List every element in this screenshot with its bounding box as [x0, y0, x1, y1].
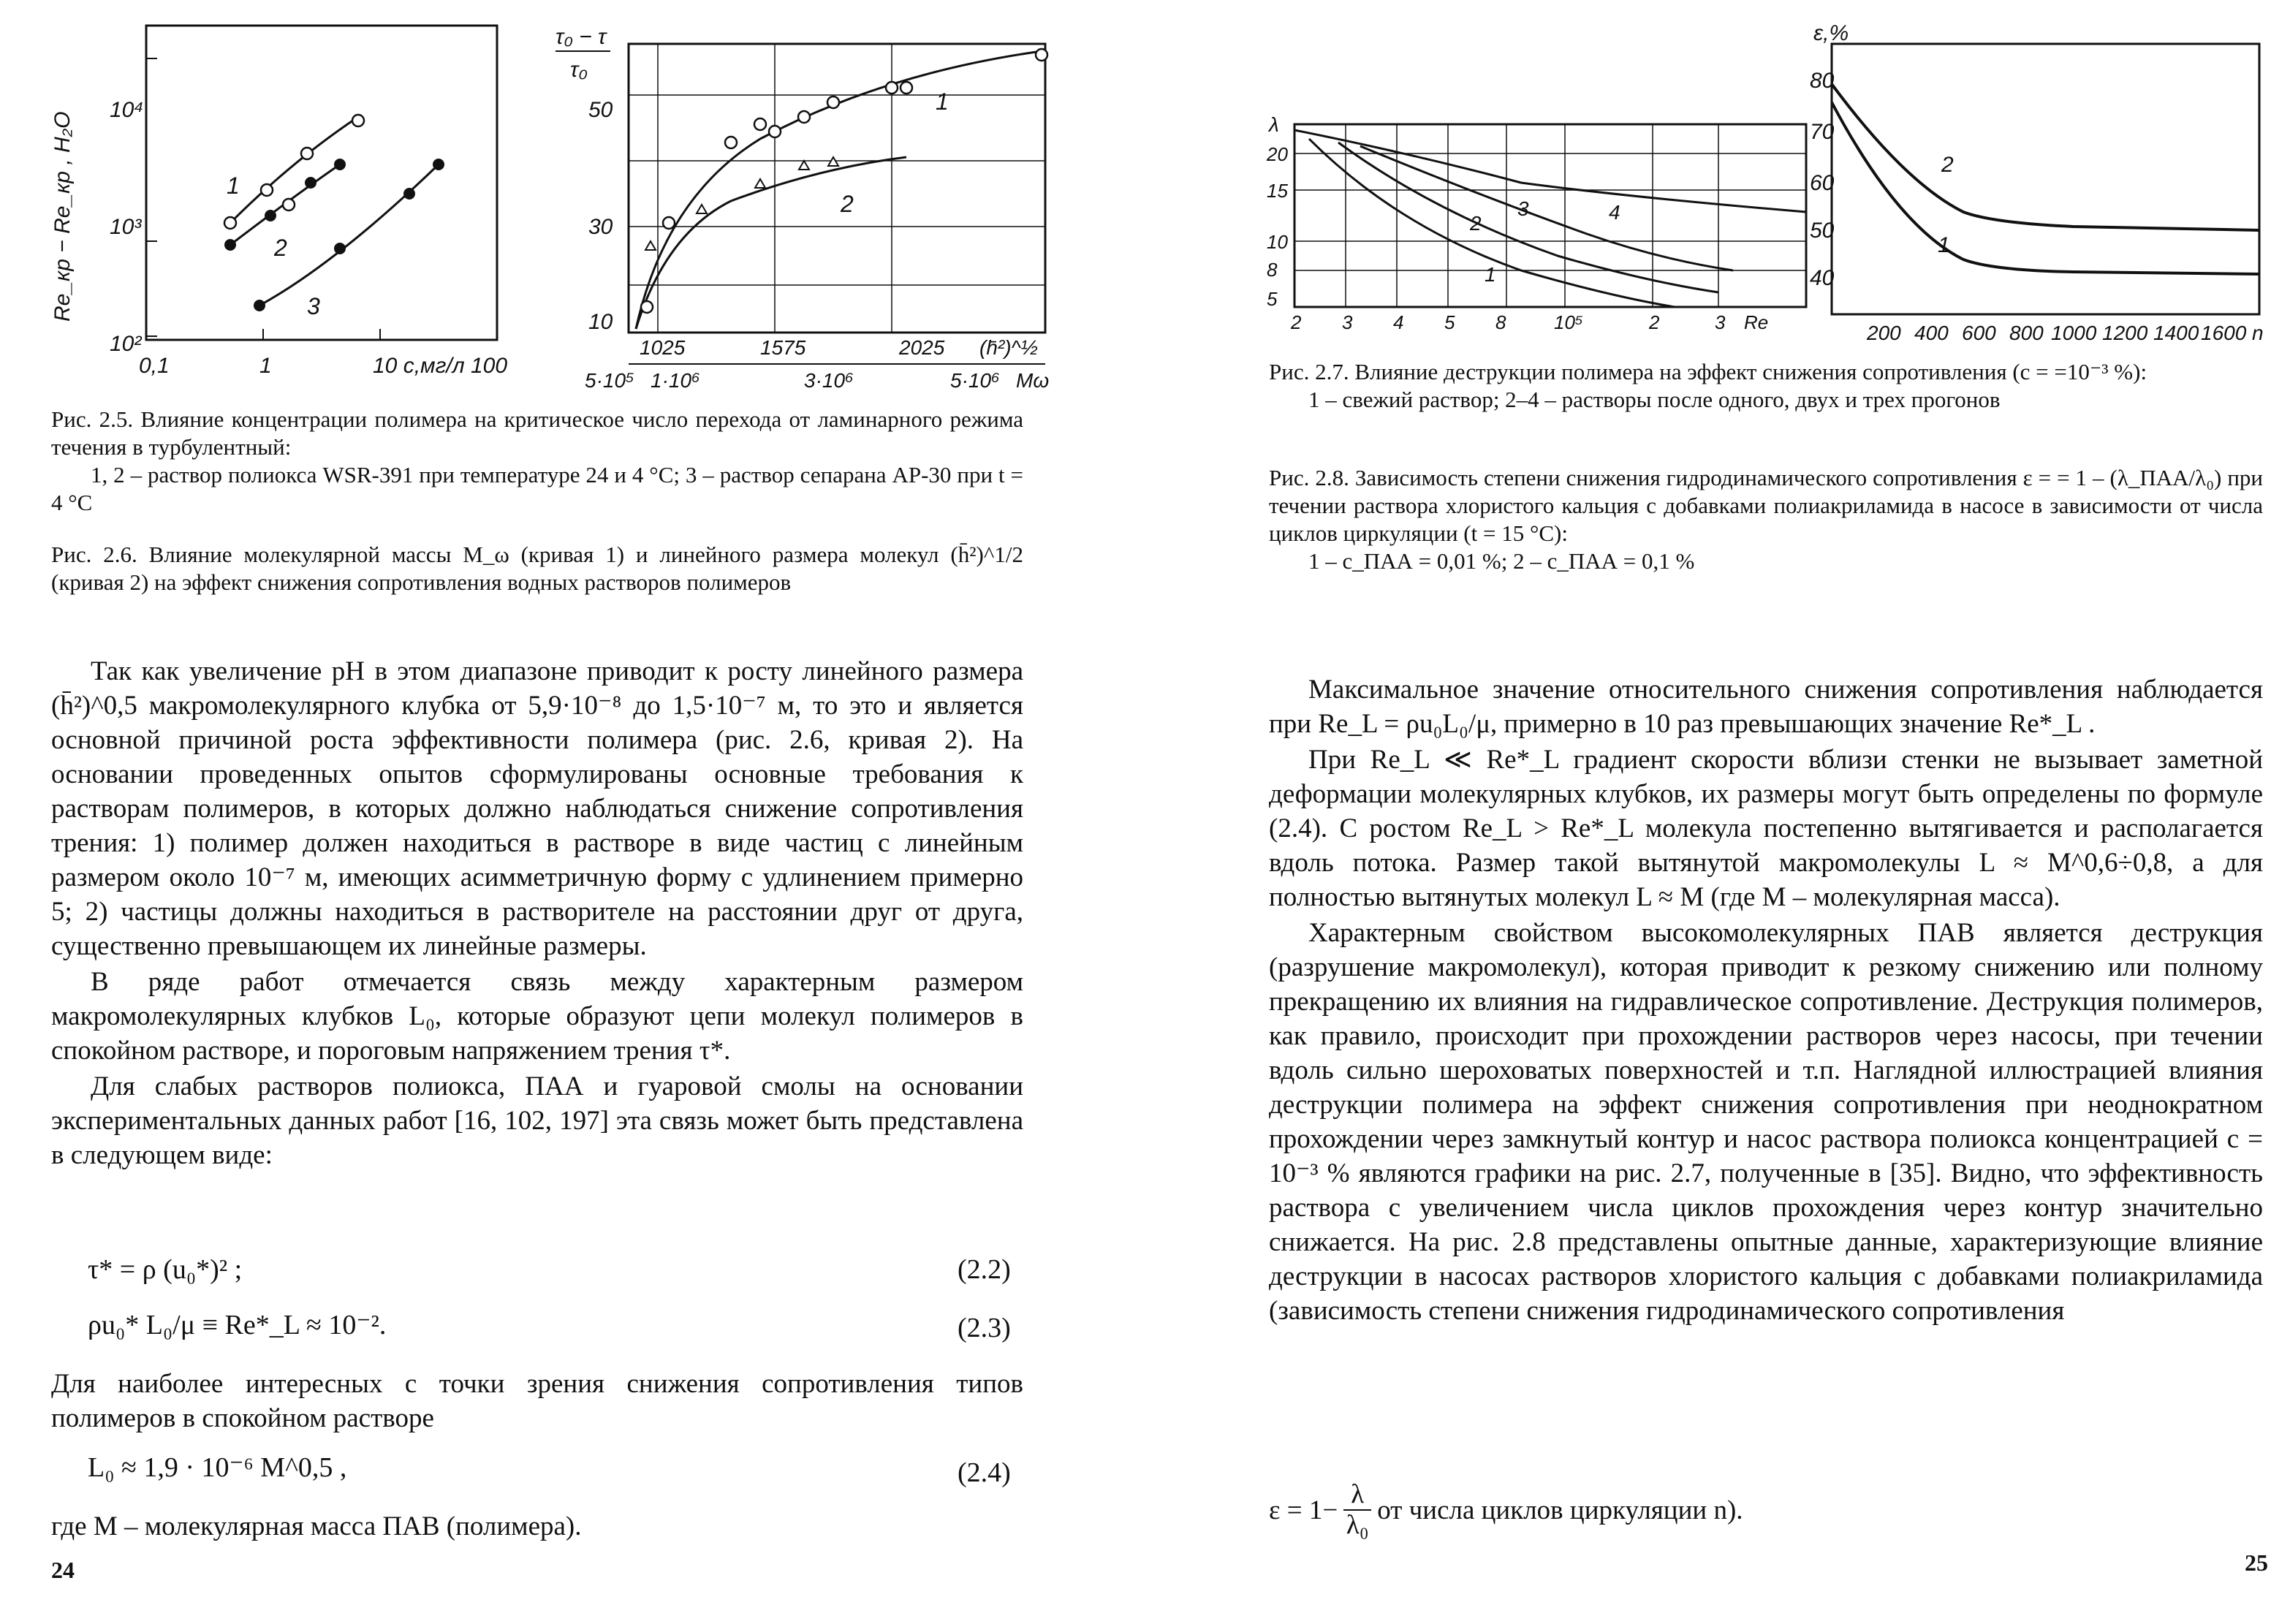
formula-lhs: ε = 1−: [1269, 1495, 1338, 1525]
y-tick-4: 8: [1267, 259, 1278, 281]
points-curve-1: [641, 49, 1047, 313]
y-tick-5: 5: [1267, 288, 1278, 310]
caption-2-6: [51, 541, 1023, 596]
y-label: λ: [1269, 113, 1279, 136]
y-tick-1: 20: [1267, 143, 1288, 165]
x-tick-6: 1200: [2102, 322, 2148, 344]
y-tick-1: 10⁴: [110, 98, 144, 122]
y-label-top: τ₀ − τ: [556, 25, 607, 49]
paragraph-3: Для слабых растворов полиокса, ПАА и гуаровой смолы на основании экспериментальных данных работ [16, 102, 197] эта связь может быть представлена в следующем виде:: [51, 1071, 1023, 1170]
caption-2-8-legend: 1 – c_ПАА = 0,01 %; 2 – c_ПАА = 0,1 %: [1308, 548, 1695, 574]
x-bottom-tick-1: 5·10⁵: [585, 369, 634, 392]
x-bottom-tick-5: Mω: [1016, 369, 1050, 392]
x-tick-8: 3: [1715, 311, 1726, 333]
formula-numerator: λ: [1343, 1480, 1371, 1511]
x-top-tick-3: 2025: [899, 336, 945, 359]
caption-2-5: [51, 406, 1023, 517]
plot-frame: [146, 26, 497, 340]
y-tick-40: 40: [1810, 266, 1835, 290]
y-tick-3: 10: [1267, 231, 1288, 253]
x-tick-6: 10⁵: [1554, 311, 1583, 333]
curve-1: [1832, 102, 2259, 274]
curve-2-label: 2: [1470, 212, 1482, 235]
y-tick-3: 10²: [110, 332, 142, 356]
caption-2-7: [1269, 358, 2263, 414]
equation-2-3-number: (2.3): [958, 1313, 1011, 1343]
left-body-text: [51, 654, 1023, 1174]
x-tick-7: 2: [1649, 311, 1660, 333]
figure-2-7: [1265, 110, 1821, 344]
left-body-text-3: [51, 1509, 1023, 1545]
x-tick-5: 1000: [2051, 322, 2097, 344]
points-curve-1: [224, 115, 364, 229]
curve-2: [1832, 84, 2259, 230]
x-tick-2: 1: [259, 354, 272, 378]
x-tick-8: 1600: [2201, 322, 2247, 344]
paragraph-2: При Re_L ≪ Re*_L градиент скорости вблизи стенки не вызывает заметной деформации молекулярных клубков, их размеры могут быть определены по формуле (2.4). С ростом Re_L > Re*_L молекула постепенно вытягивается и располагается вдоль потока. Размер такой вытянутой макромолекулы L ≈ M^0,6÷0,8, а для полностью вытянутых молекул L ≈ M (где M – молекулярная масса).: [1269, 745, 2263, 912]
y-tick-2: 15: [1267, 180, 1288, 202]
page-number: 24: [51, 1557, 75, 1583]
equation-2-2-number: (2.2): [958, 1254, 1011, 1285]
right-page: [1145, 0, 2290, 1624]
x-tick-3: 10 с,мг/л 100: [373, 354, 508, 378]
curve-1-label: 1: [936, 88, 949, 115]
y-tick-80: 80: [1810, 69, 1835, 93]
paragraph-5: где M – молекулярная масса ПАВ (полимера).: [51, 1511, 582, 1541]
paragraph-4: Для наиболее интересных с точки зрения снижения сопротивления типов полимеров в спокойном растворе: [51, 1369, 1023, 1433]
y-label-bottom: τ₀: [570, 58, 588, 82]
y-tick-50: 50: [588, 98, 613, 122]
y-tick-70: 70: [1810, 120, 1835, 144]
x-tick-2: 3: [1342, 311, 1353, 333]
x-bottom-tick-2: 1·10⁶: [651, 369, 700, 392]
left-body-text-2: [51, 1367, 1023, 1437]
curve-2: [636, 157, 906, 329]
x-tick-9: Re: [1744, 311, 1769, 333]
caption-2-5-legend: 1, 2 – раствор полиокса WSR-391 при температуре 24 и 4 °C; 3 – раствор сепарана АР-30 при t = 4 °C: [51, 462, 1023, 515]
curve-2-label: 2: [1941, 153, 1954, 177]
curve-2-label: 2: [274, 235, 287, 261]
curve-1: [636, 51, 1042, 329]
figure-2-5-plot: [15, 15, 526, 395]
curve-2-label: 2: [841, 191, 854, 217]
x-tick-4: 800: [2009, 322, 2044, 344]
x-tick-5: 8: [1495, 311, 1506, 333]
x-tick-9: n: [2252, 322, 2264, 344]
paragraph-1: Максимальное значение относительного снижения сопротивления наблюдается при Re_L = ρu₀L₀/μ, примерно в 10 раз превышающих значение Re*_L .: [1269, 675, 2263, 739]
y-tick-30: 30: [588, 215, 613, 239]
equation-2-3: ρu₀* L₀/μ ≡ Re*_L ≈ 10⁻².: [88, 1310, 387, 1340]
paragraph-1: Так как увеличение pH в этом диапазоне приводит к росту линейного размера (h̄²)^0,5 макромолекулярного клубка от 5,9·10⁻⁸ до 1,5·10⁻⁷ м, то это и является основной причиной роста эффективности полимера (рис. 2.6, кривая 2). На основании проведенных опытов сформулированы основные требования к растворам полимеров, в которых должно наблюдаться снижение сопротивления трения: 1) полимер должен находиться в растворе в виде частиц с линейным размером около 10⁻⁷ м, имеющих асимметричную форму с удлинением примерно 5; 2) частицы должны находиться в растворителе на расстоянии друг от друга, существенно превышающем их линейные размеры.: [51, 656, 1023, 961]
curve-3-label: 3: [307, 293, 320, 319]
y-label: ε,%: [1813, 21, 1849, 45]
grid: [629, 44, 1045, 333]
formula-fraction: [1343, 1480, 1371, 1540]
right-body-text: [1269, 672, 2263, 1329]
x-tick-4: 5: [1444, 311, 1455, 333]
y-tick-2: 10³: [110, 215, 142, 239]
caption-2-5-title: Рис. 2.5. Влияние концентрации полимера на критическое число перехода от ламинарного режима течения в турбулентный:: [51, 406, 1023, 460]
y-tick-10: 10: [588, 310, 613, 334]
y-tick-50: 50: [1810, 219, 1835, 243]
caption-2-8-title: Рис. 2.8. Зависимость степени снижения гидродинамического сопротивления ε = = 1 – (λ_ПАА/λ₀) при течении раствора хлористого кальция с добавками полиакриламида в насосе в зависимости от числа циклов циркуляции (t = 15 °C):: [1269, 465, 2263, 546]
x-tick-1: 0,1: [139, 354, 170, 378]
figure-2-5: [15, 15, 526, 395]
x-top-tick-4: (h̄²)^½: [979, 336, 1039, 359]
figure-2-6: [541, 15, 1140, 395]
curve-1-label: 1: [227, 172, 240, 199]
curve-3-label: 3: [1517, 197, 1529, 220]
caption-2-7-title: Рис. 2.7. Влияние деструкции полимера на эффект снижения сопротивления (c = =10⁻³ %):: [1269, 359, 2147, 384]
figure-2-7-plot: [1265, 110, 1821, 344]
curve-4: [1294, 130, 1806, 212]
curve-4-label: 4: [1609, 201, 1620, 224]
equation-2-4: L₀ ≈ 1,9 · 10⁻⁶ M^0,5 ,: [88, 1452, 347, 1483]
x-tick-7: 1400: [2153, 322, 2199, 344]
y-axis-label: Re_кр − Re_кр , H₂O: [50, 111, 75, 322]
x-tick-2: 400: [1914, 322, 1949, 344]
x-tick-1: 2: [1291, 311, 1302, 333]
curve-1-label: 1: [1485, 263, 1496, 286]
formula-rest: от числа циклов циркуляции n).: [1377, 1495, 1743, 1525]
equation-2-4-number: (2.4): [958, 1457, 1011, 1488]
y-tick-60: 60: [1810, 171, 1835, 195]
x-bottom-tick-4: 5·10⁶: [950, 369, 1000, 392]
x-top-tick-1: 1025: [640, 336, 686, 359]
paragraph-3: Характерным свойством высокомолекулярных ПАВ является деструкция (разрушение макромолекул), которая приводит к резкому снижению или полному прекращению их влияния на гидравлическое сопротивление. Деструкция полимеров, как правило, происходит при прохождении растворов через насосы, при течении вдоль сильно шероховатых поверхностей и т.п. Наглядной иллюстрацией влияния деструкции полимера на эффект снижения сопротивления при неоднократном прохождении через замкнутый контур и насос раствора полиокса концентрацией c = 10⁻³ % являются графики на рис. 2.7, полученные в [35]. Видно, что эффективность раствора с увеличением числа циклов прохождения через контур значительно снижается. На рис. 2.8 представлены опытные данные, характеризующие влияние деструкции в насосах растворов хлористого кальция с добавками полиакриламида (зависимость степени снижения гидродинамического сопротивления: [1269, 918, 2263, 1326]
equation-2-2: τ* = ρ (u₀*)² ;: [88, 1254, 243, 1285]
formula-denominator: λ₀: [1346, 1510, 1369, 1540]
page-number: 25: [2245, 1549, 2268, 1576]
figure-2-8: [1744, 15, 2278, 344]
figure-2-6-plot: [541, 15, 1140, 395]
plot-frame: [629, 44, 1045, 333]
paragraph-2: В ряде работ отмечается связь между характерным размером макромолекулярных клубков L₀, которые образуют цепи молекул полимеров в спокойном растворе, и пороговым напряжением трения τ*.: [51, 967, 1023, 1066]
figure-2-8-plot: [1744, 15, 2278, 344]
x-tick-1: 200: [1867, 322, 1901, 344]
points-curve-2: [645, 157, 838, 250]
x-tick-3: 600: [1962, 322, 1996, 344]
x-tick-3: 4: [1393, 311, 1404, 333]
curve-1-label: 1: [1938, 233, 1950, 257]
x-top-tick-2: 1575: [760, 336, 806, 359]
caption-2-6-text: Рис. 2.6. Влияние молекулярной массы M_ω (кривая 1) и линейного размера молекул (h̄²)^1/2 (кривая 2) на эффект снижения сопротивления водных растворов полимеров: [51, 542, 1023, 595]
caption-2-8: [1269, 464, 2263, 575]
caption-2-7-legend: 1 – свежий раствор; 2–4 – растворы после одного, двух и трех прогонов: [1308, 387, 2001, 412]
final-formula: [1269, 1480, 1743, 1540]
x-bottom-tick-3: 3·10⁶: [804, 369, 854, 392]
